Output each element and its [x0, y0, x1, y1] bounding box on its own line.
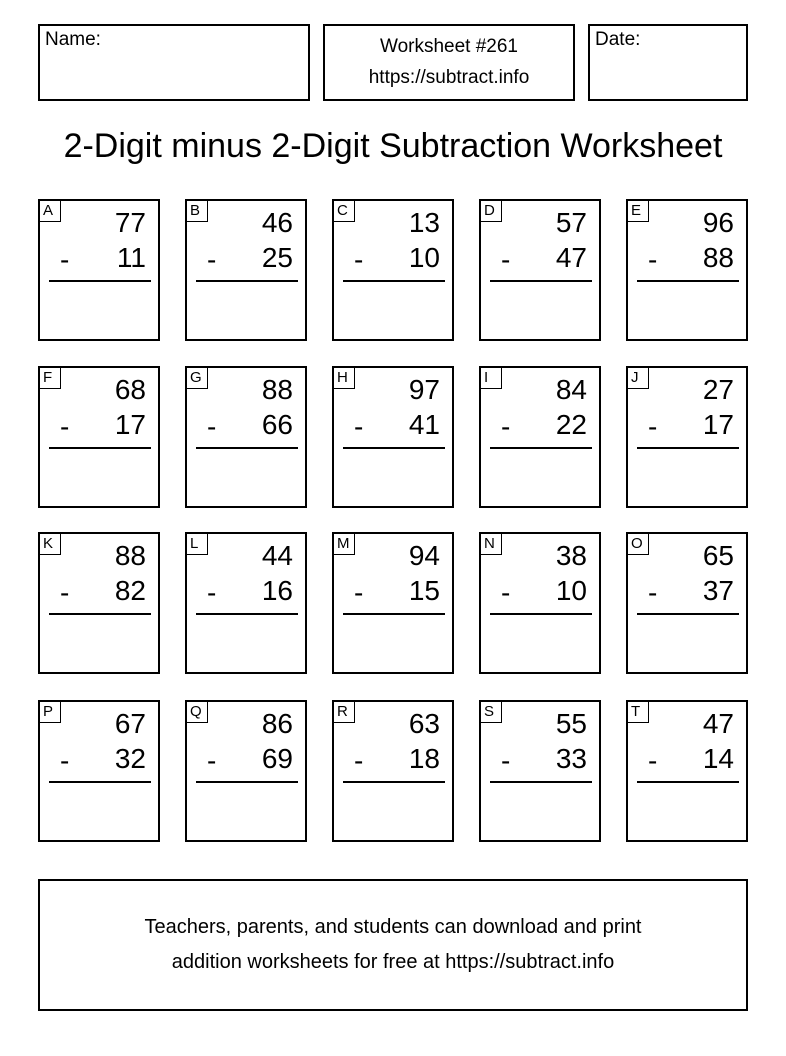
problem-letter: I — [480, 367, 502, 389]
answer-line — [343, 613, 445, 615]
name-label: Name: — [45, 29, 101, 50]
minuend: 57 — [555, 207, 587, 238]
minus-sign: - — [354, 745, 364, 776]
problem-letter: H — [333, 367, 355, 389]
subtrahend: 82 — [114, 575, 146, 606]
minuend: 55 — [555, 708, 587, 739]
minuend: 27 — [702, 374, 734, 405]
problem-card — [479, 700, 601, 842]
problem-card — [38, 199, 160, 341]
minuend: 63 — [408, 708, 440, 739]
minuend: 47 — [702, 708, 734, 739]
answer-line — [490, 613, 592, 615]
minuend: 97 — [408, 374, 440, 405]
date-label: Date: — [595, 29, 641, 50]
subtrahend: 37 — [702, 575, 734, 606]
problem-letter: M — [333, 533, 355, 555]
problem-card — [38, 532, 160, 674]
problem-card — [332, 532, 454, 674]
subtrahend: 17 — [702, 409, 734, 440]
problem-letter: G — [186, 367, 208, 389]
subtrahend: 18 — [408, 743, 440, 774]
minuend: 88 — [114, 540, 146, 571]
subtrahend: 88 — [702, 242, 734, 273]
minuend: 65 — [702, 540, 734, 571]
subtrahend: 33 — [555, 743, 587, 774]
date-field-box — [588, 24, 748, 101]
minuend: 46 — [261, 207, 293, 238]
problem-letter: C — [333, 200, 355, 222]
minus-sign: - — [354, 411, 364, 442]
problem-card — [332, 366, 454, 508]
minuend: 84 — [555, 374, 587, 405]
minus-sign: - — [354, 244, 364, 275]
subtrahend: 22 — [555, 409, 587, 440]
minuend: 94 — [408, 540, 440, 571]
minus-sign: - — [501, 745, 511, 776]
problem-letter: S — [480, 701, 502, 723]
answer-line — [343, 781, 445, 783]
problem-letter: N — [480, 533, 502, 555]
minus-sign: - — [60, 577, 70, 608]
minus-sign: - — [501, 411, 511, 442]
problem-letter: B — [186, 200, 208, 222]
problem-letter: T — [627, 701, 649, 723]
subtrahend: 25 — [261, 242, 293, 273]
minuend: 67 — [114, 708, 146, 739]
subtrahend: 66 — [261, 409, 293, 440]
minus-sign: - — [648, 577, 658, 608]
problem-card — [185, 199, 307, 341]
subtrahend: 11 — [116, 242, 146, 273]
minus-sign: - — [60, 244, 70, 275]
minus-sign: - — [60, 745, 70, 776]
minus-sign: - — [60, 411, 70, 442]
answer-line — [196, 280, 298, 282]
answer-line — [49, 613, 151, 615]
problem-card — [626, 700, 748, 842]
minus-sign: - — [648, 745, 658, 776]
answer-line — [490, 280, 592, 282]
answer-line — [637, 447, 739, 449]
answer-line — [49, 781, 151, 783]
subtrahend: 69 — [261, 743, 293, 774]
name-field-box — [38, 24, 310, 101]
minus-sign: - — [354, 577, 364, 608]
problem-letter: D — [480, 200, 502, 222]
answer-line — [196, 613, 298, 615]
minus-sign: - — [207, 411, 217, 442]
problem-card — [479, 366, 601, 508]
problem-letter: K — [39, 533, 61, 555]
problem-letter: Q — [186, 701, 208, 723]
problem-card — [479, 532, 601, 674]
problem-letter: L — [186, 533, 208, 555]
problem-card — [626, 199, 748, 341]
worksheet-info-box — [323, 24, 575, 101]
minuend: 13 — [408, 207, 440, 238]
answer-line — [637, 781, 739, 783]
answer-line — [490, 781, 592, 783]
answer-line — [637, 280, 739, 282]
minus-sign: - — [648, 411, 658, 442]
subtrahend: 32 — [114, 743, 146, 774]
problem-card — [185, 700, 307, 842]
minuend: 38 — [555, 540, 587, 571]
problem-letter: A — [39, 200, 61, 222]
problem-card — [38, 700, 160, 842]
minuend: 88 — [261, 374, 293, 405]
minuend: 44 — [261, 540, 293, 571]
subtrahend: 16 — [261, 575, 293, 606]
problem-letter: F — [39, 367, 61, 389]
minuend: 86 — [261, 708, 293, 739]
subtrahend: 10 — [555, 575, 587, 606]
subtrahend: 41 — [408, 409, 440, 440]
answer-line — [343, 447, 445, 449]
problem-letter: R — [333, 701, 355, 723]
problem-card — [185, 532, 307, 674]
problem-card — [185, 366, 307, 508]
problem-card — [38, 366, 160, 508]
answer-line — [49, 280, 151, 282]
minus-sign: - — [501, 244, 511, 275]
answer-line — [637, 613, 739, 615]
subtrahend: 10 — [408, 242, 440, 273]
minus-sign: - — [648, 244, 658, 275]
subtrahend: 17 — [114, 409, 146, 440]
problem-letter: P — [39, 701, 61, 723]
problem-card — [332, 199, 454, 341]
problem-letter: E — [627, 200, 649, 222]
answer-line — [196, 781, 298, 783]
footer-box — [38, 879, 748, 1011]
answer-line — [343, 280, 445, 282]
answer-line — [49, 447, 151, 449]
minus-sign: - — [207, 745, 217, 776]
subtrahend: 15 — [408, 575, 440, 606]
minus-sign: - — [207, 244, 217, 275]
answer-line — [196, 447, 298, 449]
problem-card — [479, 199, 601, 341]
footer-line-1: Teachers, parents, and students can download and print — [144, 916, 642, 938]
problem-card — [332, 700, 454, 842]
worksheet-number: Worksheet #261 — [379, 36, 518, 57]
minuend: 96 — [702, 207, 734, 238]
minus-sign: - — [501, 577, 511, 608]
minuend: 77 — [114, 207, 146, 238]
page-title: 2-Digit minus 2-Digit Subtraction Worksheet — [63, 127, 723, 165]
problem-card — [626, 532, 748, 674]
minuend: 68 — [114, 374, 146, 405]
problem-letter: J — [627, 367, 649, 389]
minus-sign: - — [207, 577, 217, 608]
worksheet-url: https://subtract.info — [368, 67, 530, 88]
footer-line-2: addition worksheets for free at https://subtract.info — [171, 951, 615, 973]
problem-card — [626, 366, 748, 508]
subtrahend: 14 — [702, 743, 734, 774]
answer-line — [490, 447, 592, 449]
subtrahend: 47 — [555, 242, 587, 273]
problem-letter: O — [627, 533, 649, 555]
